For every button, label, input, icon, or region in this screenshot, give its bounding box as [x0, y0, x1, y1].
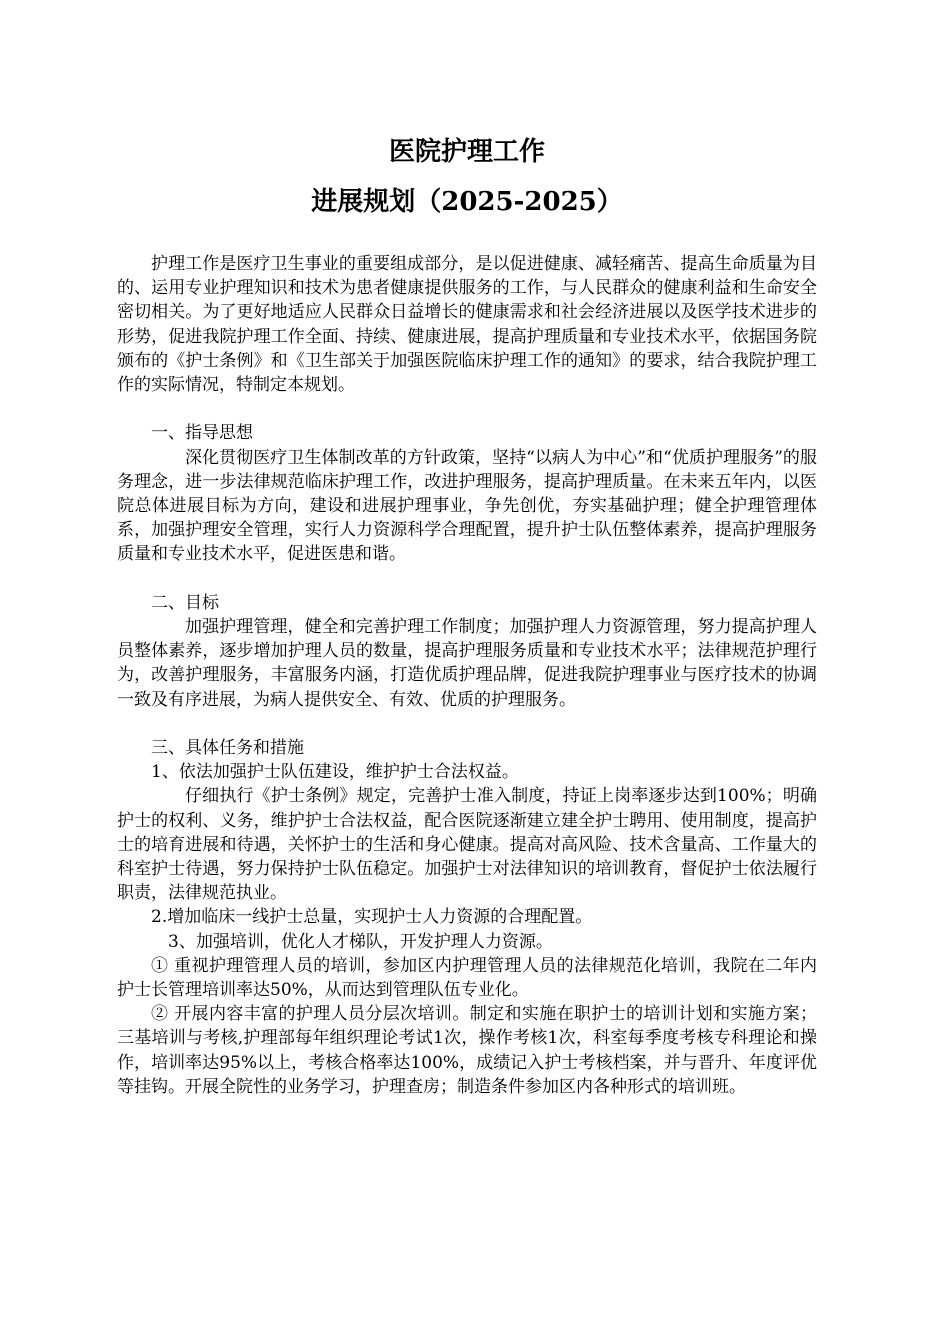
section1-heading: 一、指导思想	[151, 423, 253, 444]
spacer	[117, 567, 817, 591]
document-page	[117, 130, 817, 1099]
section2-heading: 二、目标	[151, 592, 219, 613]
document-title-line1: 医院护理工作	[388, 137, 545, 167]
document-title-line2: 进展规划（2025-2025）	[311, 187, 623, 217]
section1-paragraph: 深化贯彻医疗卫生体制改革的方针政策，坚持“以病人为中心”和“优质护理服务”的服务理念，进一步法律规范临床护理工作，改进护理服务，提高护理质量。在未来五年内，以医院总体进展目标为方向，建设和进展护理事业，争先创优，夯实基础护理；健全护理管理体系，加强护理安全管理，实行人力资源科学合理配置，提升护士队伍整体素养，提高护理服务质量和专业技术水平，促进医患和谐。	[117, 447, 817, 565]
section3-item3-sub2: ② 开展内容丰富的护理人员分层次培训。制定和实施在职护士的培训计划和实施方案；三基培训与考核,护理部每年组织理论考试1次，操作考核1次，科室每季度考核专科理论和操作，培训率达95%以上，考核合格率达100%，成绩记入护士考核档案，并与晋升、年度评优等挂钩。开展全院性的业务学习，护理查房；制造条件参加区内各种形式的培训班。	[117, 1004, 817, 1097]
section3-item2-heading: 2.增加临床一线护士总量，实现护士人力资源的合理配置。	[151, 907, 593, 928]
section3-item1-heading: 1、依法加强护士队伍建设，维护护士合法权益。	[151, 762, 519, 783]
intro-paragraph: 护理工作是医疗卫生事业的重要组成部分，是以促进健康、减轻痛苦、提高生命质量为目的、运用专业护理知识和技术为患者健康提供服务的工作，与人民群众的健康利益和生命安全密切相关。为了更好地适应人民群众日益增长的健康需求和社会经济进展以及医学技术进步的形势，促进我院护理工作全面、持续、健康进展，提高护理质量和专业技术水平，依据国务院颁布的《护士条例》和《卫生部关于加强医院临床护理工作的通知》的要求，结合我院护理工作的实际情况，特制定本规划。	[117, 254, 817, 396]
section3-item1-paragraph: 仔细执行《护士条例》规定，完善护士准入制度，持证上岗率逐步达到100%；明确护士的权利、义务，维护护士合法权益，配合医院逐渐建立建全护士聘用、使用制度，提高护士的培育进展和待遇，关怀护士的生活和身心健康。提高对高风险、技术含量高、工作量大的科室护士待遇，努力保持护士队伍稳定。加强护士对法律知识的培训教育，督促护士依法履行职责，法律规范执业。	[117, 786, 817, 904]
section3-item3-sub1: ① 重视护理管理人员的培训，参加区内护理管理人员的法律规范化培训，我院在二年内护士长管理培训率达50%，从而达到管理队伍专业化。	[117, 955, 817, 1001]
document-body	[117, 252, 817, 1099]
spacer	[117, 397, 817, 421]
section2-paragraph: 加强护理管理，健全和完善护理工作制度；加强护理人力资源管理，努力提高护理人员整体素养，逐步增加护理人员的数量，提高护理服务质量和专业技术水平；法律规范护理行为，改善护理服务，丰富服务内涵，打造优质护理品牌，促进我院护理事业与医疗技术的协调一致及有序进展，为病人提供安全、有效、优质的护理服务。	[117, 617, 817, 710]
section3-item3-heading: 3、加强培训，优化人才梯队，开发护理人力资源。	[168, 931, 553, 952]
section3-heading: 三、具体任务和措施	[151, 738, 304, 759]
spacer	[117, 712, 817, 736]
